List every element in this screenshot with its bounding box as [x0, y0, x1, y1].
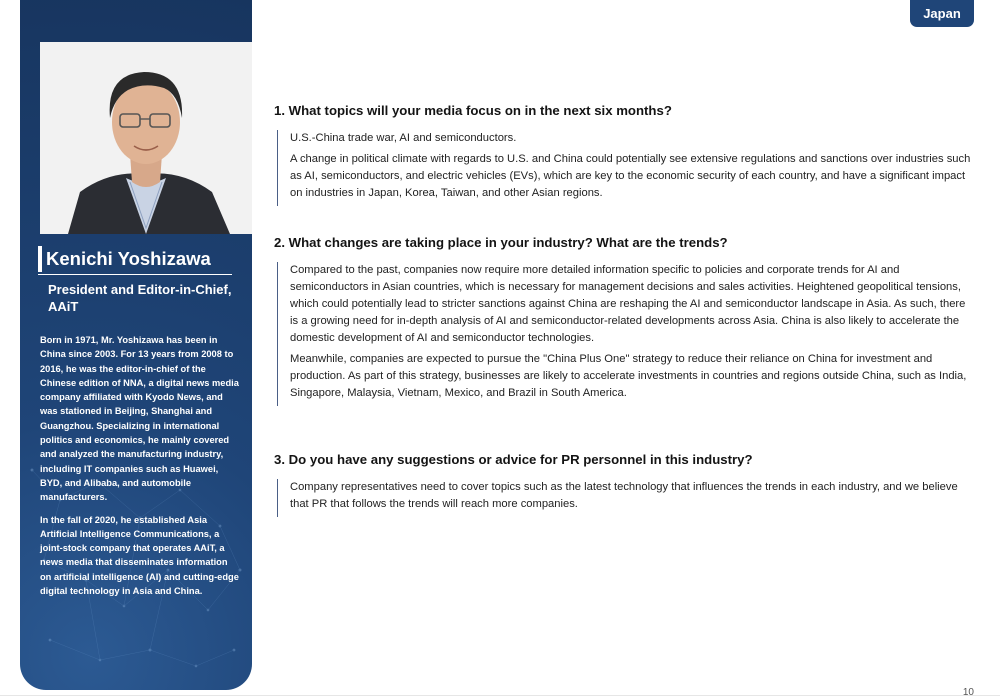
footer-divider: [0, 695, 1000, 696]
profile-sidebar: [20, 0, 252, 690]
profile-role: President and Editor-in-Chief, AAiT: [48, 282, 232, 314]
name-accent-bar: [38, 246, 42, 272]
page-number: 10: [962, 687, 974, 698]
answer-paragraph: Meanwhile, companies are expected to pursue the "China Plus One" strategy to reduce their reliance on China for investment and production. As part of this strategy, businesses are likely to accelerate investments in countries and regions outside China, such as India, Singapore, Malaysia, Vietnam, Mexico, and Brazil in South America.: [290, 353, 967, 399]
answer-paragraph: Compared to the past, companies now require more detailed information specific to policies and corporate trends for AI and semiconductors in Asian countries, which is necessary for management decisions and sales activities. Heightened geopolitical tensions, which could potentially lead to stricter sanctions against China are reshaping the AI and semiconductor landscape in Asia. As such, there is a growing need for in-depth analysis of AI and semiconductor-related developments across Asia. China is also likely to accelerate the domestic development of AI and semiconductor technologies.: [290, 264, 966, 344]
profile-name-block: [38, 246, 232, 315]
answer-2: [277, 262, 974, 406]
answer-paragraph: A change in political climate with regards to U.S. and China could potentially see extensive regulations and sanctions over industries such as AI, semiconductors, and electric vehicles (EVs), which are key to the economic security of each country, and have a significant impact on industries in Japan, Korea, Taiwan, and other Asian regions.: [290, 153, 971, 199]
answer-paragraph: Company representatives need to cover topics such as the latest technology that influences the trends in each industry, and we believe that PR that follows the trends will reach more companies.: [290, 481, 958, 510]
profile-name: Kenichi Yoshizawa: [38, 246, 232, 275]
bio-paragraph: In the fall of 2020, he established Asia Artificial Intelligence Communications, a joint-stock company that operates AAiT, a news media that disseminates information on artificial intelligence (AI) and cutting-edge digital technology in Asia and China.: [40, 514, 239, 597]
profile-bio: [40, 333, 240, 606]
answer-paragraph: U.S.-China trade war, AI and semiconductors.: [290, 132, 517, 144]
question-3: 3. Do you have any suggestions or advice for PR personnel in this industry?: [274, 452, 753, 467]
question-2: 2. What changes are taking place in your industry? What are the trends?: [274, 235, 728, 250]
country-badge: Japan: [910, 0, 974, 27]
bio-paragraph: Born in 1971, Mr. Yoshizawa has been in China since 2003. For 13 years from 2008 to 2016, he was the editor-in-chief of the Chinese edition of NNA, a digital news media company affiliated with Kyodo News, and was stationed in Beijing, Shanghai and Guangzhou. Specializing in international politics and economics, he mainly covered and analyzed the manufacturing industry, including IT companies such as Huawei, BYD, and Alibaba, and automobile manufacturers.: [40, 335, 239, 503]
profile-photo: [40, 42, 252, 234]
answer-3: [277, 479, 974, 517]
question-1: 1. What topics will your media focus on in the next six months?: [274, 103, 672, 118]
answer-1: [277, 130, 974, 206]
portrait-illustration: [40, 42, 252, 234]
